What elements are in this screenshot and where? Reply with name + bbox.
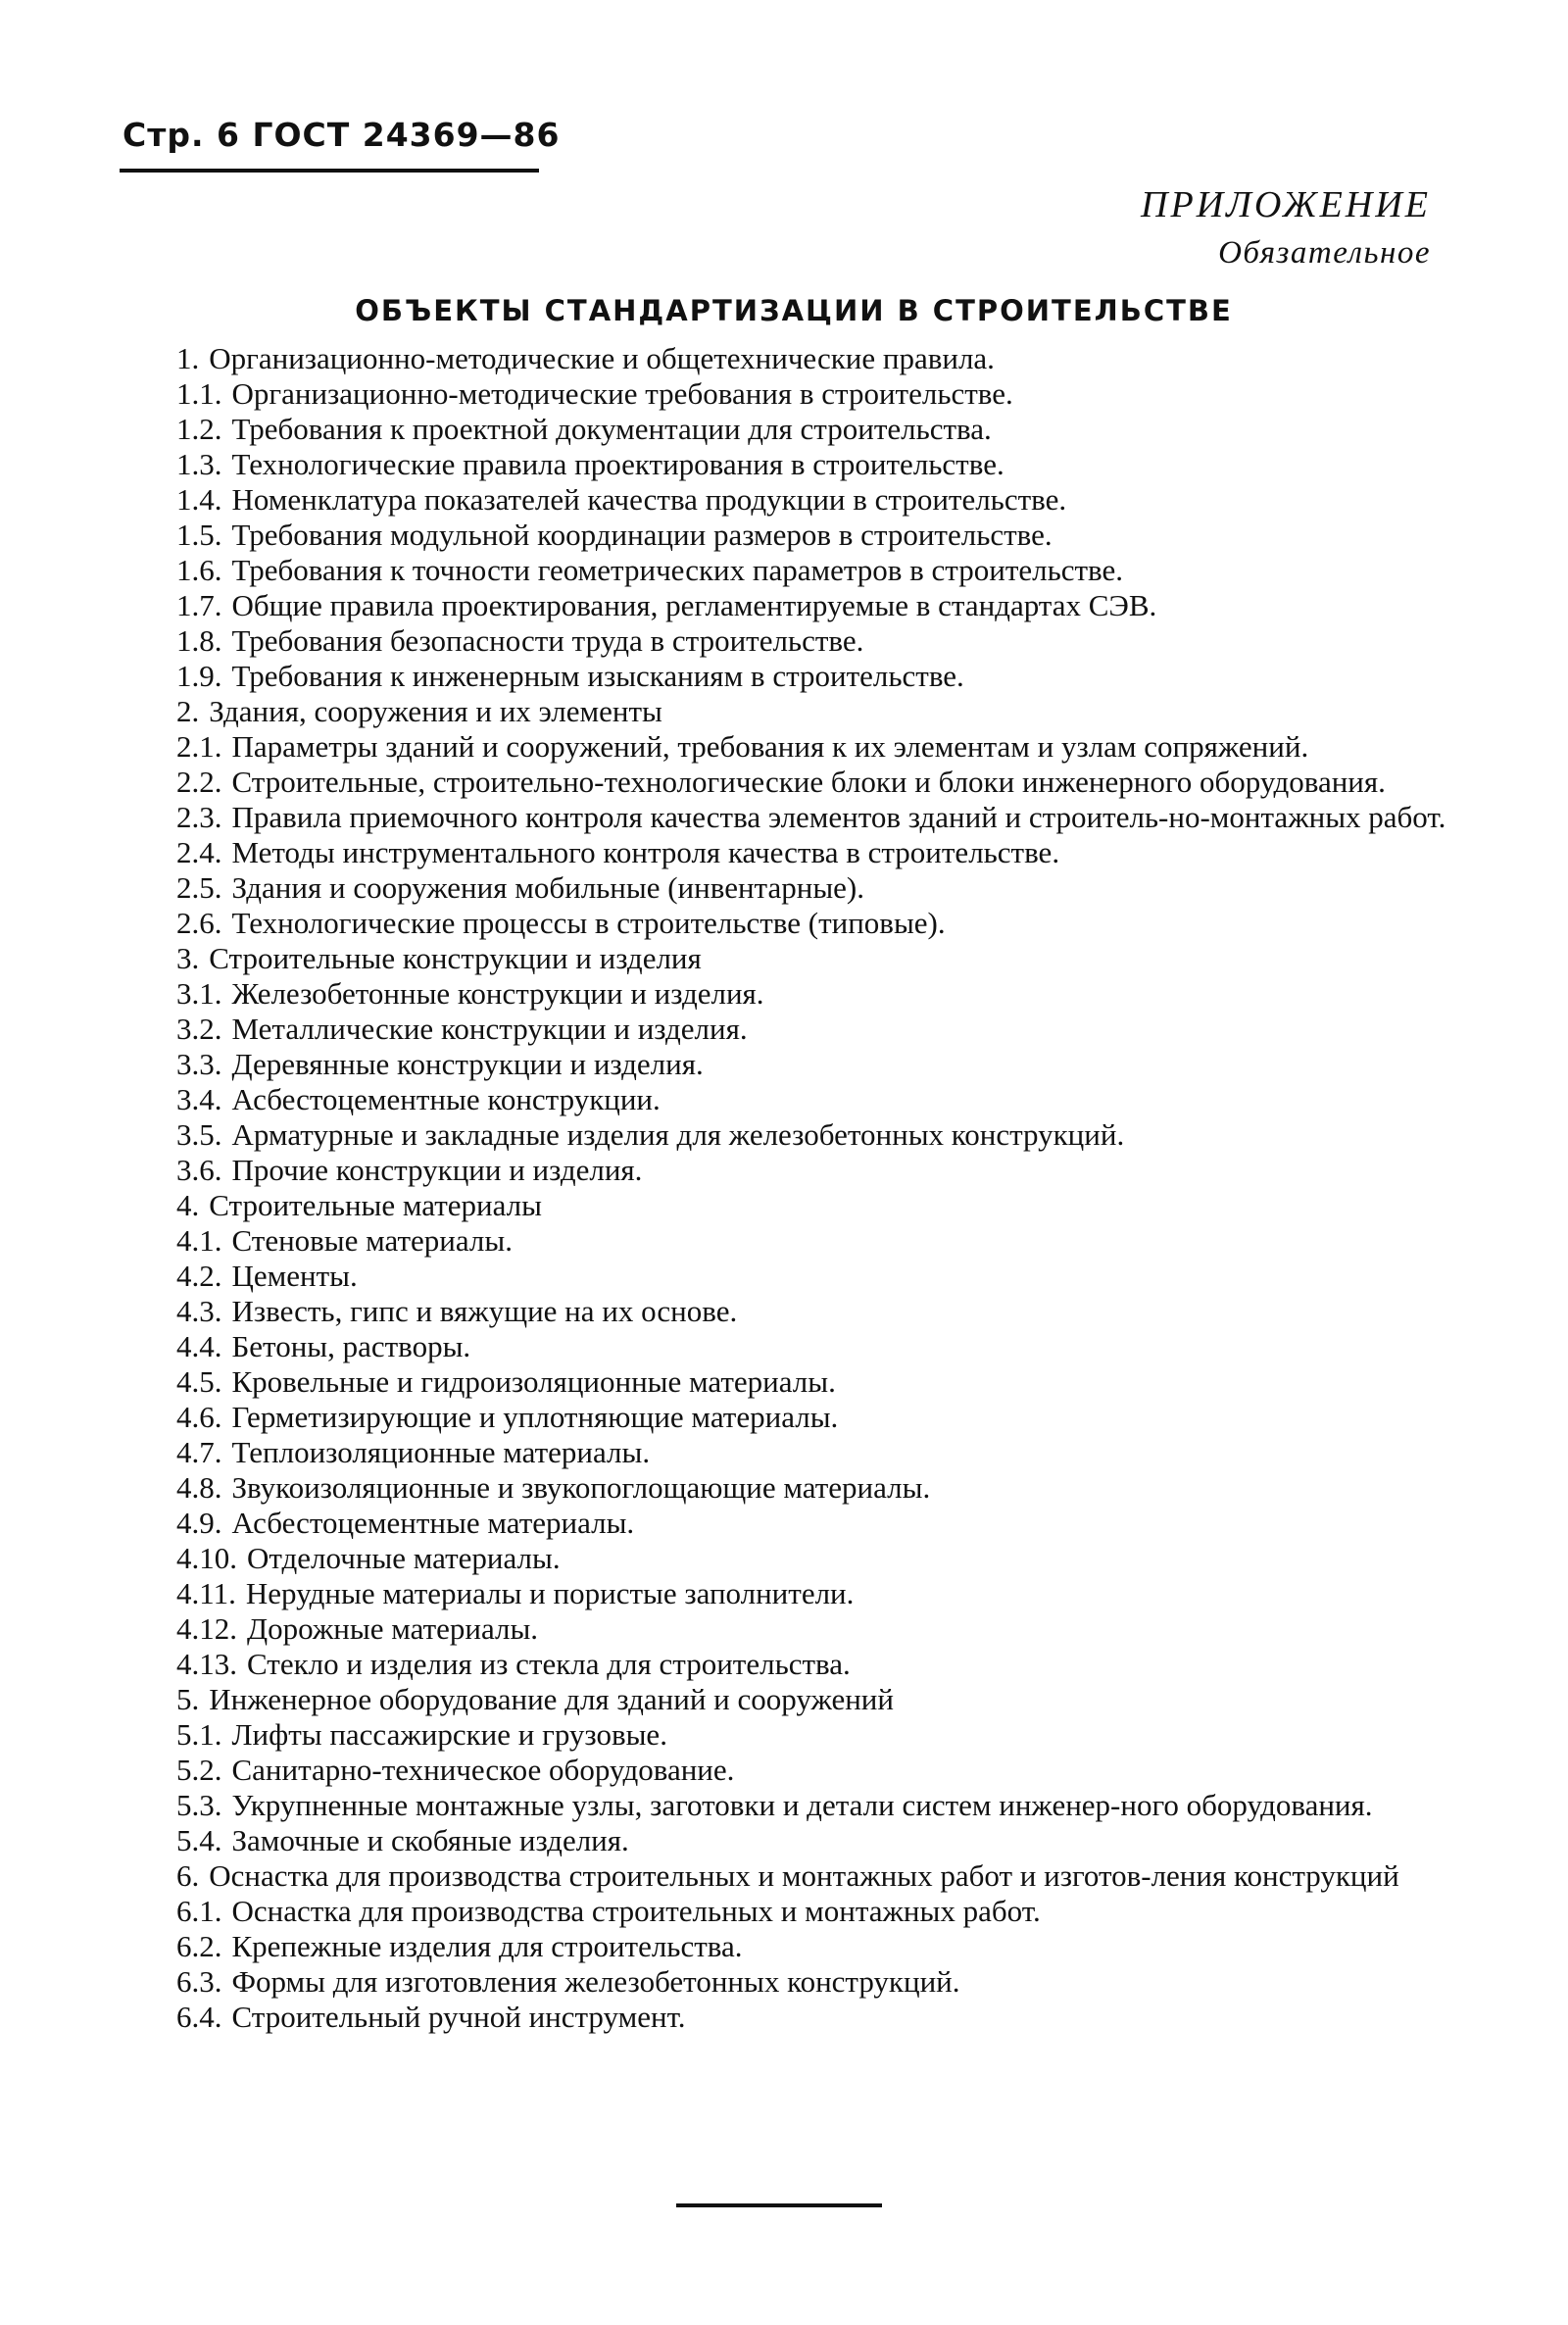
list-item bbox=[108, 1576, 1475, 1611]
item-text: Кровельные и гидроизоляционные материалы. bbox=[231, 1364, 836, 1399]
item-number: 3. bbox=[176, 941, 200, 975]
item-text: Известь, гипс и вяжущие на их основе. bbox=[231, 1294, 738, 1328]
item-text: Требования к проектной документации для строительства. bbox=[231, 412, 992, 446]
list-item bbox=[108, 623, 1475, 659]
list-item bbox=[108, 588, 1475, 623]
item-number: 5.1. bbox=[176, 1717, 222, 1752]
list-item bbox=[108, 1223, 1475, 1259]
item-number: 6.3. bbox=[176, 1964, 222, 1999]
list-item bbox=[108, 1117, 1475, 1153]
item-number: 4.5. bbox=[176, 1364, 222, 1399]
item-text: Дорожные материалы. bbox=[247, 1611, 539, 1646]
item-text: Методы инструментального контроля качества в строительстве. bbox=[231, 835, 1060, 869]
item-number: 2.1. bbox=[176, 729, 222, 764]
item-text: Крепежные изделия для строительства. bbox=[231, 1929, 743, 1963]
item-number: 5. bbox=[176, 1682, 200, 1716]
item-text: Здания, сооружения и их элементы bbox=[209, 694, 662, 728]
list-item bbox=[108, 1647, 1475, 1682]
list-item bbox=[108, 659, 1475, 694]
list-item bbox=[108, 1400, 1475, 1435]
item-number: 3.2. bbox=[176, 1012, 222, 1046]
item-text: Требования к инженерным изысканиям в строительстве. bbox=[231, 659, 964, 693]
item-text: Замочные и скобяные изделия. bbox=[231, 1823, 629, 1857]
item-text: Организационно-методические и общетехнические правила. bbox=[209, 341, 995, 375]
item-text: Стекло и изделия из стекла для строительства. bbox=[247, 1647, 851, 1681]
item-text: Общие правила проектирования, регламентируемые в стандартах СЭВ. bbox=[231, 588, 1157, 622]
item-number: 4.2. bbox=[176, 1259, 222, 1293]
item-number: 1.3. bbox=[176, 447, 222, 481]
list-item bbox=[108, 1929, 1475, 1964]
list-item bbox=[108, 2000, 1475, 2035]
item-number: 4.1. bbox=[176, 1223, 222, 1258]
item-number: 1.8. bbox=[176, 623, 222, 658]
item-text: Асбестоцементные конструкции. bbox=[231, 1082, 661, 1116]
item-number: 2. bbox=[176, 694, 200, 728]
item-text: Требования к точности геометрических параметров в строительстве. bbox=[231, 553, 1124, 587]
item-number: 1.4. bbox=[176, 482, 222, 517]
item-text: Теплоизоляционные материалы. bbox=[231, 1435, 651, 1469]
item-number: 3.3. bbox=[176, 1047, 222, 1081]
list-item bbox=[108, 1294, 1475, 1329]
item-number: 2.4. bbox=[176, 835, 222, 869]
item-text: Укрупненные монтажные узлы, заготовки и детали систем инженер-ного оборудования. bbox=[231, 1788, 1373, 1822]
item-number: 4.3. bbox=[176, 1294, 222, 1328]
item-text: Здания и сооружения мобильные (инвентарные). bbox=[231, 870, 864, 905]
item-number: 3.6. bbox=[176, 1153, 222, 1187]
list-item bbox=[108, 835, 1475, 870]
list-item bbox=[108, 1541, 1475, 1576]
item-number: 4.6. bbox=[176, 1400, 222, 1434]
item-number: 2.5. bbox=[176, 870, 222, 905]
item-text: Технологические правила проектирования в строительстве. bbox=[231, 447, 1004, 481]
item-number: 6.2. bbox=[176, 1929, 222, 1963]
list-item bbox=[108, 1788, 1475, 1823]
item-text: Параметры зданий и сооружений, требования к их элементам и узлам сопряжений. bbox=[231, 729, 1309, 764]
list-item bbox=[108, 1435, 1475, 1470]
list-item bbox=[108, 1682, 1475, 1717]
list-item bbox=[108, 1858, 1475, 1894]
header-rule bbox=[120, 169, 539, 173]
list-item bbox=[108, 553, 1475, 588]
list-item bbox=[108, 976, 1475, 1012]
item-text: Асбестоцементные материалы. bbox=[231, 1506, 635, 1540]
list-item bbox=[108, 1329, 1475, 1364]
item-text: Номенклатура показателей качества продукции в строительстве. bbox=[231, 482, 1067, 517]
standardization-objects-list bbox=[108, 341, 1475, 2035]
item-text: Железобетонные конструкции и изделия. bbox=[231, 976, 764, 1011]
item-number: 1.1. bbox=[176, 376, 222, 411]
item-number: 2.6. bbox=[176, 906, 222, 940]
item-text: Строительные конструкции и изделия bbox=[209, 941, 702, 975]
item-number: 6.4. bbox=[176, 2000, 222, 2034]
item-text: Строительный ручной инструмент. bbox=[231, 2000, 686, 2034]
appendix-block bbox=[1141, 180, 1431, 276]
item-text: Цементы. bbox=[231, 1259, 358, 1293]
item-number: 4.8. bbox=[176, 1470, 222, 1505]
item-number: 3.5. bbox=[176, 1117, 222, 1152]
item-number: 4.10. bbox=[176, 1541, 237, 1575]
list-item bbox=[108, 1188, 1475, 1223]
list-item bbox=[108, 800, 1475, 835]
list-item bbox=[108, 1506, 1475, 1541]
item-text: Стеновые материалы. bbox=[231, 1223, 513, 1258]
footer-rule bbox=[676, 2203, 882, 2207]
item-text: Бетоны, растворы. bbox=[231, 1329, 471, 1363]
item-number: 5.3. bbox=[176, 1788, 222, 1822]
list-item bbox=[108, 1259, 1475, 1294]
item-number: 4.13. bbox=[176, 1647, 237, 1681]
item-text: Строительные материалы bbox=[209, 1188, 542, 1222]
list-item bbox=[108, 906, 1475, 941]
list-item bbox=[108, 482, 1475, 518]
item-text: Арматурные и закладные изделия для железобетонных конструкций. bbox=[231, 1117, 1125, 1152]
list-item bbox=[108, 1012, 1475, 1047]
list-item bbox=[108, 941, 1475, 976]
item-text: Санитарно-техническое оборудование. bbox=[231, 1753, 735, 1787]
list-item bbox=[108, 518, 1475, 553]
item-text: Металлические конструкции и изделия. bbox=[231, 1012, 748, 1046]
item-number: 4.4. bbox=[176, 1329, 222, 1363]
item-number: 2.3. bbox=[176, 800, 222, 834]
list-item bbox=[108, 1894, 1475, 1929]
item-text: Требования безопасности труда в строительстве. bbox=[231, 623, 864, 658]
item-number: 2.2. bbox=[176, 765, 222, 799]
item-number: 4. bbox=[176, 1188, 200, 1222]
item-number: 6. bbox=[176, 1858, 200, 1893]
item-number: 5.4. bbox=[176, 1823, 222, 1857]
list-item bbox=[108, 765, 1475, 800]
item-text: Строительные, строительно-технологические блоки и блоки инженерного оборудования. bbox=[231, 765, 1386, 799]
list-item bbox=[108, 870, 1475, 906]
list-item bbox=[108, 1153, 1475, 1188]
item-number: 1.6. bbox=[176, 553, 222, 587]
list-item bbox=[108, 694, 1475, 729]
list-item bbox=[108, 412, 1475, 447]
item-text: Оснастка для производства строительных и монтажных работ. bbox=[231, 1894, 1041, 1928]
list-item bbox=[108, 447, 1475, 482]
list-item bbox=[108, 1753, 1475, 1788]
document-title: ОБЪЕКТЫ СТАНДАРТИЗАЦИИ В СТРОИТЕЛЬСТВЕ bbox=[355, 294, 1233, 327]
item-number: 4.9. bbox=[176, 1506, 222, 1540]
item-text: Требования модульной координации размеров в строительстве. bbox=[231, 518, 1053, 552]
item-text: Деревянные конструкции и изделия. bbox=[231, 1047, 704, 1081]
item-number: 1.2. bbox=[176, 412, 222, 446]
list-item bbox=[108, 1717, 1475, 1753]
list-item bbox=[108, 1364, 1475, 1400]
item-text: Инженерное оборудование для зданий и сооружений bbox=[209, 1682, 894, 1716]
list-item bbox=[108, 1964, 1475, 2000]
list-item bbox=[108, 1823, 1475, 1858]
item-text: Оснастка для производства строительных и монтажных работ и изготов-ления конструкций bbox=[209, 1858, 1399, 1893]
item-text: Организационно-методические требования в строительстве. bbox=[231, 376, 1013, 411]
list-item bbox=[108, 1470, 1475, 1506]
item-text: Лифты пассажирские и грузовые. bbox=[231, 1717, 667, 1752]
item-number: 3.4. bbox=[176, 1082, 222, 1116]
item-number: 1.5. bbox=[176, 518, 222, 552]
item-number: 6.1. bbox=[176, 1894, 222, 1928]
item-text: Нерудные материалы и пористые заполнители. bbox=[245, 1576, 855, 1610]
list-item bbox=[108, 729, 1475, 765]
item-text: Герметизирующие и уплотняющие материалы. bbox=[231, 1400, 839, 1434]
item-number: 1.9. bbox=[176, 659, 222, 693]
item-text: Звукоизоляционные и звукопоглощающие материалы. bbox=[231, 1470, 931, 1505]
item-number: 4.11. bbox=[176, 1576, 236, 1610]
list-item bbox=[108, 1082, 1475, 1117]
list-item bbox=[108, 376, 1475, 412]
list-item bbox=[108, 341, 1475, 376]
item-text: Формы для изготовления железобетонных конструкций. bbox=[231, 1964, 960, 1999]
item-text: Правила приемочного контроля качества элементов зданий и строитель-но-монтажных работ. bbox=[231, 800, 1446, 834]
list-item bbox=[108, 1047, 1475, 1082]
item-number: 4.7. bbox=[176, 1435, 222, 1469]
item-text: Прочие конструкции и изделия. bbox=[231, 1153, 643, 1187]
page-header: Стр. 6 ГОСТ 24369—86 bbox=[122, 116, 561, 154]
item-number: 4.12. bbox=[176, 1611, 237, 1646]
item-number: 1. bbox=[176, 341, 200, 375]
list-item bbox=[108, 1611, 1475, 1647]
item-text: Технологические процессы в строительстве (типовые). bbox=[231, 906, 946, 940]
item-number: 5.2. bbox=[176, 1753, 222, 1787]
item-text: Отделочные материалы. bbox=[247, 1541, 561, 1575]
appendix-subtitle: Обязательное bbox=[1218, 235, 1431, 271]
item-number: 1.7. bbox=[176, 588, 222, 622]
item-number: 3.1. bbox=[176, 976, 222, 1011]
appendix-title: ПРИЛОЖЕНИЕ bbox=[1141, 184, 1431, 225]
